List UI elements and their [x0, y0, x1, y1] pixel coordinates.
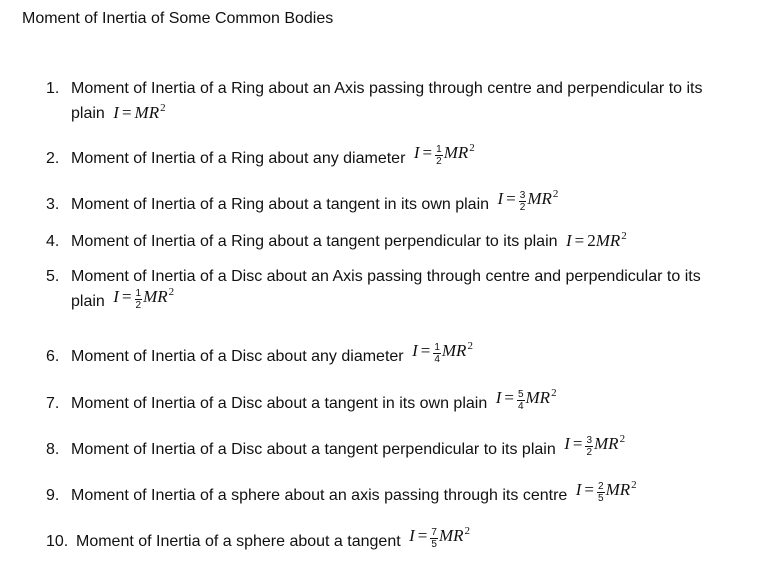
item-text: Moment of Inertia of a Ring about an Axis passing through centre and perpendicular to its [71, 80, 703, 97]
fraction: $\frac{1}{2}$ [436, 143, 442, 167]
list-item-10 [46, 525, 766, 555]
fraction: $\frac{5}{4}$ [517, 388, 524, 412]
fraction: $\frac{3}{2}$ [519, 189, 526, 213]
item-text: Moment of Inertia of a Ring about a tangent perpendicular to its plain [71, 233, 558, 250]
formula: I = $\frac{3}{2}$ $MR^2$ [564, 433, 626, 458]
list-item-8 [46, 433, 766, 463]
item-number: 6. [46, 348, 60, 365]
item-text-continued: plain [71, 105, 105, 122]
item-text: Moment of Inertia of a Disc about any diameter [71, 348, 404, 365]
list-item-2 [46, 142, 766, 172]
item-text: Moment of Inertia of a Disc about a tangent in its own plain [71, 395, 488, 412]
item-number: 5. [46, 268, 60, 285]
formula: I = $\frac{3}{2}$ $MR^2$ [497, 188, 559, 213]
fraction: $\frac{3}{2}$ [586, 434, 593, 458]
item-number: 8. [46, 441, 60, 458]
item-number: 1. [46, 80, 60, 97]
formula: I = $\frac{1}{2}$ $MR^2$ [413, 142, 475, 167]
page-title: Moment of Inertia of Some Common Bodies [22, 10, 334, 27]
item-text: Moment of Inertia of a sphere about a tangent [76, 533, 401, 550]
list-item-5 [46, 265, 766, 315]
item-number: 2. [46, 150, 60, 167]
item-number: 9. [46, 487, 60, 504]
fraction: $\frac{1}{2}$ [135, 287, 142, 311]
item-text-continued: plain [71, 293, 105, 310]
list-item-3 [46, 188, 766, 218]
item-text: Moment of Inertia of a Disc about an Axis passing through centre and perpendicular to its [71, 268, 701, 285]
formula: I = $\frac{2}{5}$ $MR^2$ [575, 479, 637, 504]
list-item-1 [46, 77, 766, 127]
formula: $I = MR^2$ [113, 102, 166, 122]
list-item-4 [46, 229, 766, 255]
item-number: 7. [46, 395, 60, 412]
item-text: Moment of Inertia of a Ring about a tangent in its own plain [71, 196, 490, 213]
fraction: $\frac{1}{4}$ [434, 341, 440, 365]
formula: $I = 2MR^2$ [565, 230, 627, 250]
item-text: Moment of Inertia of a Disc about a tangent perpendicular to its plain [71, 441, 556, 458]
item-text: Moment of Inertia of a Ring about any diameter [71, 150, 406, 167]
item-number: 10. [46, 533, 69, 550]
formula: I = $\frac{7}{5}$ $MR^2$ [409, 525, 470, 550]
fraction: $\frac{7}{5}$ [431, 526, 437, 550]
list-item-7 [46, 387, 766, 417]
formula: I = $\frac{5}{4}$ $MR^2$ [495, 387, 557, 412]
item-number: 3. [46, 196, 60, 213]
list-item-6 [46, 340, 766, 370]
formula: I = $\frac{1}{4}$ $MR^2$ [412, 340, 473, 365]
list-item-9 [46, 479, 766, 509]
item-number: 4. [46, 233, 60, 250]
fraction: $\frac{2}{5}$ [598, 480, 604, 504]
formula: I = $\frac{1}{2}$ $MR^2$ [113, 286, 175, 311]
item-text: Moment of Inertia of a sphere about an axis passing through its centre [71, 487, 568, 504]
